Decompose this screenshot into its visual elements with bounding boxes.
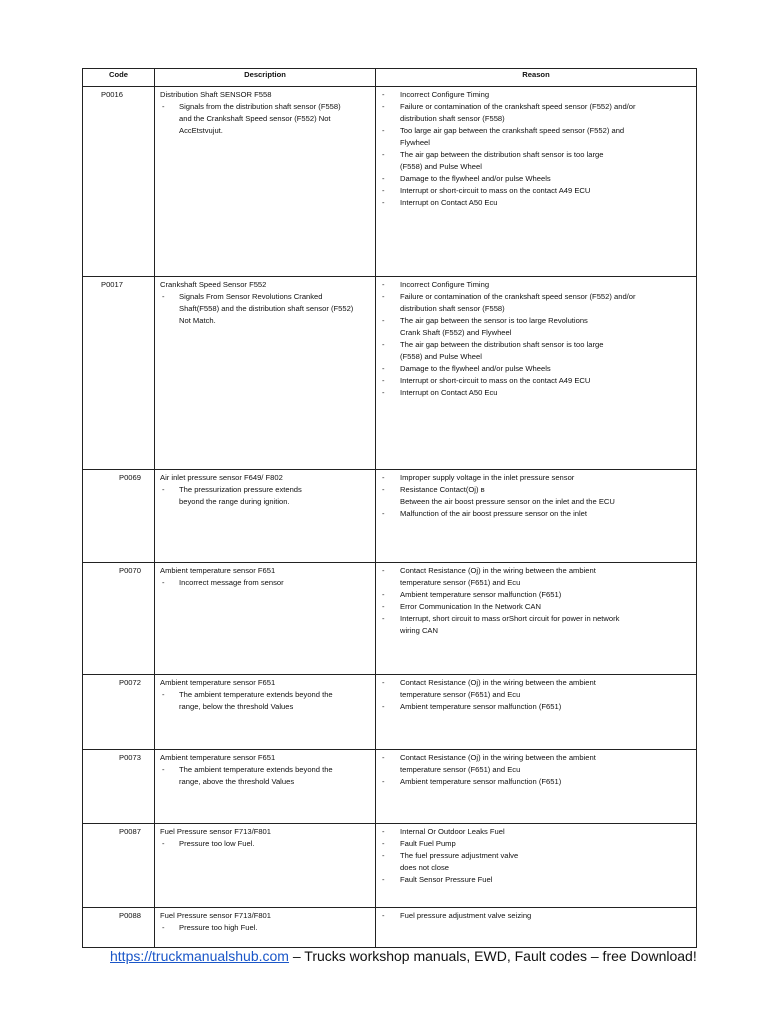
reason-item bbox=[380, 677, 692, 701]
description-line: Signals From Sensor Revolutions Cranked bbox=[179, 292, 323, 301]
description-cell bbox=[155, 470, 376, 563]
description-line: AccEtstvujut. bbox=[179, 126, 223, 135]
reason-line: temperature sensor (F651) and Ecu bbox=[400, 765, 521, 774]
bullet-dash: - bbox=[382, 753, 385, 762]
bullet-dash: - bbox=[162, 102, 165, 111]
bullet-dash: - bbox=[382, 602, 385, 611]
bullet-dash: - bbox=[382, 340, 385, 349]
table-row bbox=[83, 87, 697, 277]
bullet-dash: - bbox=[382, 364, 385, 373]
table-row bbox=[83, 908, 697, 948]
reason-item bbox=[380, 472, 692, 484]
description-bullet bbox=[160, 291, 371, 327]
reason-line: temperature sensor (F651) and Ecu bbox=[400, 690, 521, 699]
reason-item bbox=[380, 601, 692, 613]
reason-line: wiring CAN bbox=[400, 626, 438, 635]
reason-cell bbox=[376, 750, 697, 824]
reason-item bbox=[380, 375, 692, 387]
description-line: Pressure too high Fuel. bbox=[179, 923, 258, 932]
bullet-dash: - bbox=[382, 316, 385, 325]
reason-line: distribution shaft sensor (F558) bbox=[400, 114, 505, 123]
bullet-dash: - bbox=[382, 174, 385, 183]
description-cell bbox=[155, 563, 376, 675]
bullet-dash: - bbox=[382, 102, 385, 111]
reason-line: Failure or contamination of the crankshaft speed sensor (F552) and/or bbox=[400, 102, 636, 111]
bullet-dash: - bbox=[382, 827, 385, 836]
description-cell bbox=[155, 675, 376, 750]
description-bullet bbox=[160, 689, 371, 713]
description-title: Fuel Pressure sensor F713/F801 bbox=[160, 827, 272, 836]
reason-item bbox=[380, 279, 692, 291]
bullet-dash: - bbox=[382, 839, 385, 848]
description-bullet bbox=[160, 838, 371, 850]
reason-item bbox=[380, 826, 692, 838]
reason-line: Between the air boost pressure sensor on the inlet and the ECU bbox=[400, 497, 615, 506]
reason-item bbox=[380, 589, 692, 601]
bullet-dash: - bbox=[382, 509, 385, 518]
reason-line: Internal Or Outdoor Leaks Fuel bbox=[400, 827, 505, 836]
reason-line: Ambient temperature sensor malfunction (F651) bbox=[400, 777, 562, 786]
reason-item bbox=[380, 101, 692, 125]
reason-line: Fuel pressure adjustment valve seizing bbox=[400, 911, 532, 920]
reason-line: Damage to the flywheel and/or pulse Wheels bbox=[400, 174, 551, 183]
reason-line: temperature sensor (F651) and Ecu bbox=[400, 578, 521, 587]
reason-item bbox=[380, 838, 692, 850]
description-line: range, below the threshold Values bbox=[179, 702, 294, 711]
description-line: The ambient temperature extends beyond the bbox=[179, 765, 333, 774]
reason-line: Resistance Contact(Oj) в bbox=[400, 485, 485, 494]
reason-line: Contact Resistance (Oj) in the wiring between the ambient bbox=[400, 753, 596, 762]
bullet-dash: - bbox=[382, 566, 385, 575]
code-column-header: Code bbox=[83, 69, 155, 87]
description-line: Signals from the distribution shaft sensor (F558) bbox=[179, 102, 341, 111]
reason-cell bbox=[376, 824, 697, 908]
reason-line: Fault Fuel Pump bbox=[400, 839, 456, 848]
reason-line: Improper supply voltage in the inlet pressure sensor bbox=[400, 473, 575, 482]
reason-line: Ambient temperature sensor malfunction (F651) bbox=[400, 702, 562, 711]
table-row bbox=[83, 824, 697, 908]
bullet-dash: - bbox=[382, 851, 385, 860]
fault-code: P0088 bbox=[83, 908, 155, 948]
bullet-dash: - bbox=[162, 690, 165, 699]
reason-line: (F558) and Pulse Wheel bbox=[400, 162, 482, 171]
description-bullet bbox=[160, 577, 371, 589]
bullet-dash: - bbox=[382, 590, 385, 599]
fault-code: P0017 bbox=[83, 277, 155, 470]
reason-column-header: Reason bbox=[376, 69, 697, 87]
description-cell bbox=[155, 824, 376, 908]
reason-line: does not close bbox=[400, 863, 449, 872]
description-cell bbox=[155, 277, 376, 470]
description-line: The ambient temperature extends beyond the bbox=[179, 690, 333, 699]
reason-cell bbox=[376, 675, 697, 750]
bullet-dash: - bbox=[382, 388, 385, 397]
bullet-dash: - bbox=[382, 90, 385, 99]
reason-item bbox=[380, 874, 692, 886]
reason-cell bbox=[376, 908, 697, 948]
description-title: Ambient temperature sensor F651 bbox=[160, 753, 276, 762]
bullet-dash: - bbox=[382, 292, 385, 301]
bullet-dash: - bbox=[162, 578, 165, 587]
description-cell bbox=[155, 750, 376, 824]
reason-line: The air gap between the distribution shaft sensor is too large bbox=[400, 150, 604, 159]
reason-cell bbox=[376, 87, 697, 277]
bullet-dash: - bbox=[382, 126, 385, 135]
reason-line: Error Communication In the Network CAN bbox=[400, 602, 541, 611]
fault-code: P0073 bbox=[83, 750, 155, 824]
footer bbox=[110, 948, 697, 964]
reason-cell bbox=[376, 470, 697, 563]
bullet-dash: - bbox=[162, 839, 165, 848]
reason-item bbox=[380, 613, 692, 637]
reason-line: Flywheel bbox=[400, 138, 430, 147]
reason-line: Interrupt or short-circuit to mass on the contact A49 ECU bbox=[400, 376, 591, 385]
bullet-dash: - bbox=[382, 186, 385, 195]
table-row bbox=[83, 675, 697, 750]
table-row bbox=[83, 750, 697, 824]
reason-line: Interrupt, short circuit to mass orShort circuit for power in network bbox=[400, 614, 620, 623]
reason-cell bbox=[376, 563, 697, 675]
description-line: Shaft(F558) and the distribution shaft sensor (F552) bbox=[179, 304, 354, 313]
fault-code: P0069 bbox=[83, 470, 155, 563]
fault-code: P0070 bbox=[83, 563, 155, 675]
reason-line: Damage to the flywheel and/or pulse Wheels bbox=[400, 364, 551, 373]
table-row bbox=[83, 277, 697, 470]
description-line: range, above the threshold Values bbox=[179, 777, 295, 786]
description-bullet bbox=[160, 764, 371, 788]
reason-line: Interrupt on Contact A50 Ecu bbox=[400, 388, 498, 397]
table-row bbox=[83, 470, 697, 563]
description-cell bbox=[155, 87, 376, 277]
bullet-dash: - bbox=[382, 198, 385, 207]
bullet-dash: - bbox=[382, 614, 385, 623]
reason-item bbox=[380, 701, 692, 713]
bullet-dash: - bbox=[162, 923, 165, 932]
reason-item bbox=[380, 315, 692, 339]
reason-line: The air gap between the distribution shaft sensor is too large bbox=[400, 340, 604, 349]
footer-link[interactable]: https://truckmanualshub.com bbox=[110, 948, 289, 964]
fault-code-table bbox=[82, 68, 697, 948]
description-bullet bbox=[160, 101, 371, 137]
table-header-row bbox=[83, 69, 697, 87]
reason-line: Failure or contamination of the crankshaft speed sensor (F552) and/or bbox=[400, 292, 636, 301]
description-line: The pressurization pressure extends bbox=[179, 485, 302, 494]
reason-item bbox=[380, 776, 692, 788]
fault-code: P0087 bbox=[83, 824, 155, 908]
bullet-dash: - bbox=[382, 280, 385, 289]
reason-item bbox=[380, 387, 692, 399]
bullet-dash: - bbox=[382, 911, 385, 920]
bullet-dash: - bbox=[382, 678, 385, 687]
reason-item bbox=[380, 850, 692, 874]
bullet-dash: - bbox=[382, 376, 385, 385]
bullet-dash: - bbox=[382, 473, 385, 482]
reason-item bbox=[380, 125, 692, 149]
description-title: Ambient temperature sensor F651 bbox=[160, 678, 276, 687]
bullet-dash: - bbox=[382, 150, 385, 159]
description-column-header: Description bbox=[155, 69, 376, 87]
description-line: beyond the range during ignition. bbox=[179, 497, 290, 506]
fault-code: P0072 bbox=[83, 675, 155, 750]
reason-cell bbox=[376, 277, 697, 470]
description-title: Ambient temperature sensor F651 bbox=[160, 566, 276, 575]
footer-text: – Trucks workshop manuals, EWD, Fault codes – free Download! bbox=[288, 948, 697, 964]
bullet-dash: - bbox=[162, 485, 165, 494]
description-line: Incorrect message from sensor bbox=[179, 578, 284, 587]
description-title: Fuel Pressure sensor F713/F801 bbox=[160, 911, 272, 920]
description-cell bbox=[155, 908, 376, 948]
reason-item bbox=[380, 910, 692, 922]
reason-item bbox=[380, 339, 692, 363]
reason-line: Malfunction of the air boost pressure sensor on the inlet bbox=[400, 509, 587, 518]
reason-line: Incorrect Configure Timing bbox=[400, 280, 490, 289]
reason-item bbox=[380, 197, 692, 209]
fault-code: P0016 bbox=[83, 87, 155, 277]
description-title: Distribution Shaft SENSOR F558 bbox=[160, 90, 272, 99]
reason-item bbox=[380, 185, 692, 197]
reason-line: Contact Resistance (Oj) in the wiring between the ambient bbox=[400, 678, 596, 687]
reason-item bbox=[380, 484, 692, 508]
reason-item bbox=[380, 752, 692, 776]
description-line: Pressure too low Fuel. bbox=[179, 839, 255, 848]
description-bullet bbox=[160, 484, 371, 508]
bullet-dash: - bbox=[162, 292, 165, 301]
reason-item bbox=[380, 565, 692, 589]
reason-item bbox=[380, 363, 692, 375]
table-row bbox=[83, 563, 697, 675]
description-title: Crankshaft Speed Sensor F552 bbox=[160, 280, 267, 289]
description-bullet bbox=[160, 922, 371, 934]
reason-line: distribution shaft sensor (F558) bbox=[400, 304, 505, 313]
bullet-dash: - bbox=[382, 702, 385, 711]
reason-line: Crank Shaft (F552) and Flywheel bbox=[400, 328, 512, 337]
reason-line: Fault Sensor Pressure Fuel bbox=[400, 875, 493, 884]
reason-item bbox=[380, 508, 692, 520]
bullet-dash: - bbox=[162, 765, 165, 774]
reason-item bbox=[380, 291, 692, 315]
bullet-dash: - bbox=[382, 777, 385, 786]
reason-line: Too large air gap between the crankshaft speed sensor (F552) and bbox=[400, 126, 625, 135]
reason-line: (F558) and Pulse Wheel bbox=[400, 352, 482, 361]
reason-line: Interrupt on Contact A50 Ecu bbox=[400, 198, 498, 207]
description-line: and the Crankshaft Speed sensor (F552) Not bbox=[179, 114, 331, 123]
bullet-dash: - bbox=[382, 875, 385, 884]
reason-item bbox=[380, 149, 692, 173]
reason-item bbox=[380, 89, 692, 101]
reason-item bbox=[380, 173, 692, 185]
reason-line: Interrupt or short-circuit to mass on the contact A49 ECU bbox=[400, 186, 591, 195]
reason-line: Incorrect Configure Timing bbox=[400, 90, 490, 99]
reason-line: Contact Resistance (Oj) in the wiring between the ambient bbox=[400, 566, 596, 575]
reason-line: Ambient temperature sensor malfunction (F651) bbox=[400, 590, 562, 599]
reason-line: The air gap between the sensor is too large Revolutions bbox=[400, 316, 588, 325]
description-line: Not Match. bbox=[179, 316, 216, 325]
bullet-dash: - bbox=[382, 485, 385, 494]
reason-line: The fuel pressure adjustment valve bbox=[400, 851, 519, 860]
description-title: Air inlet pressure sensor F649/ F802 bbox=[160, 473, 283, 482]
